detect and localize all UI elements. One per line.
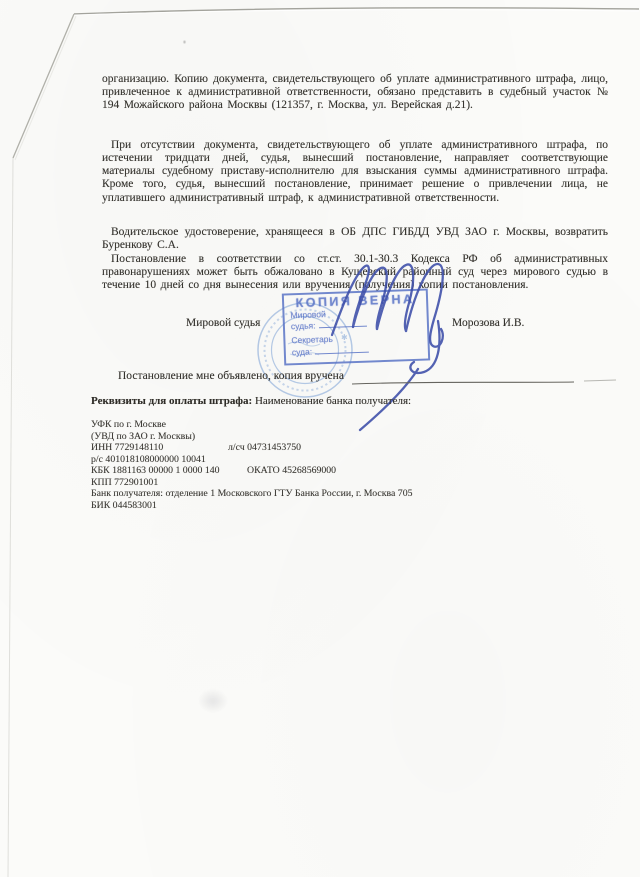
settlement-account-line: р/с 401018108000000 10041: [91, 453, 206, 465]
kpp-line: КПП 772901001: [91, 476, 159, 488]
requisites-label: Реквизиты для оплаты штрафа:: [91, 395, 253, 407]
judge-name: Морозова И.В.: [452, 317, 525, 329]
payee-line-2: (УВД по ЗАО г. Москвы): [91, 430, 196, 442]
paragraph-payment-obligation: организацию. Копию документа, свидетельствующего об уплате административного штрафа, лицо, привлеченное к административной ответственности, обязано представить в судебный участок № 194 Можайского района Москвы (121357, г. Москва, ул. Верейская д.21).: [102, 72, 608, 112]
kbk-okato-line: [91, 465, 511, 477]
paragraph-appeal-rights: Постановление в соответствии со ст.ст. 30.1-30.3 Кодекса РФ об административных правонарушениях может быть обжаловано в Кущевский районный суд через мирового судью в течение 10 дней со дня вынесения или вручения (получения) копии постановления.: [102, 252, 608, 292]
requisites-heading: [91, 395, 611, 407]
inn-account-line: [91, 442, 511, 454]
acknowledgment-line: Постановление мне объявлено, копия вручена: [118, 370, 344, 382]
stamp-line-secretary2: суда:: [292, 345, 370, 358]
judge-title: Мировой судья: [186, 317, 261, 329]
requisites-label-rest: Наименование банка получателя:: [252, 395, 412, 407]
payee-line-1: УФК по г. Москве: [91, 419, 166, 430]
paragraph-license-return: Водительское удостоверение, хранящееся в ОБ ДПС ГИБДД УВД ЗАО г. Москвы, возвратить Буренкову С.А.: [102, 225, 608, 251]
inn-value: ИНН 7729148110: [91, 442, 164, 453]
scan-smudge: [192, 684, 234, 718]
personal-account-value: л/сч 04731453750: [228, 442, 302, 453]
stamp-line-judge: Мировой: [290, 309, 326, 321]
scan-speck: [182, 39, 187, 45]
stamp-line-secretary: Секретарь: [291, 333, 334, 346]
stamp-line-judge2: судья:: [291, 319, 367, 332]
kbk-value: КБК 1881163 00000 1 0000 140: [91, 465, 220, 476]
bik-line: БИК 044583001: [91, 499, 157, 511]
svg-text:✱: ✱: [341, 333, 348, 342]
bank-name-line: Банк получателя: отделение 1 Московского ГТУ Банка России, г. Москва 705: [91, 488, 413, 499]
signature-row: [102, 317, 608, 333]
okato-value: ОКАТО 45268569000: [247, 465, 337, 476]
payment-details: [91, 419, 511, 511]
paragraph-nonpayment-consequences: При отсутствии документа, свидетельствующего об уплате административного штрафа, по истечении тридцати дней, судья, вынесший постановление, направляет соответствующие материалы судебному приставу-исполнителю для взыскания суммы административного штрафа. Кроме того, судья, вынесший постановление, принимает решение о привлечении лица, не уплатившего административный штраф, к административной ответственности.: [102, 138, 608, 204]
stamp-header-text: КОПИЯ ВЕРНА: [295, 291, 415, 311]
